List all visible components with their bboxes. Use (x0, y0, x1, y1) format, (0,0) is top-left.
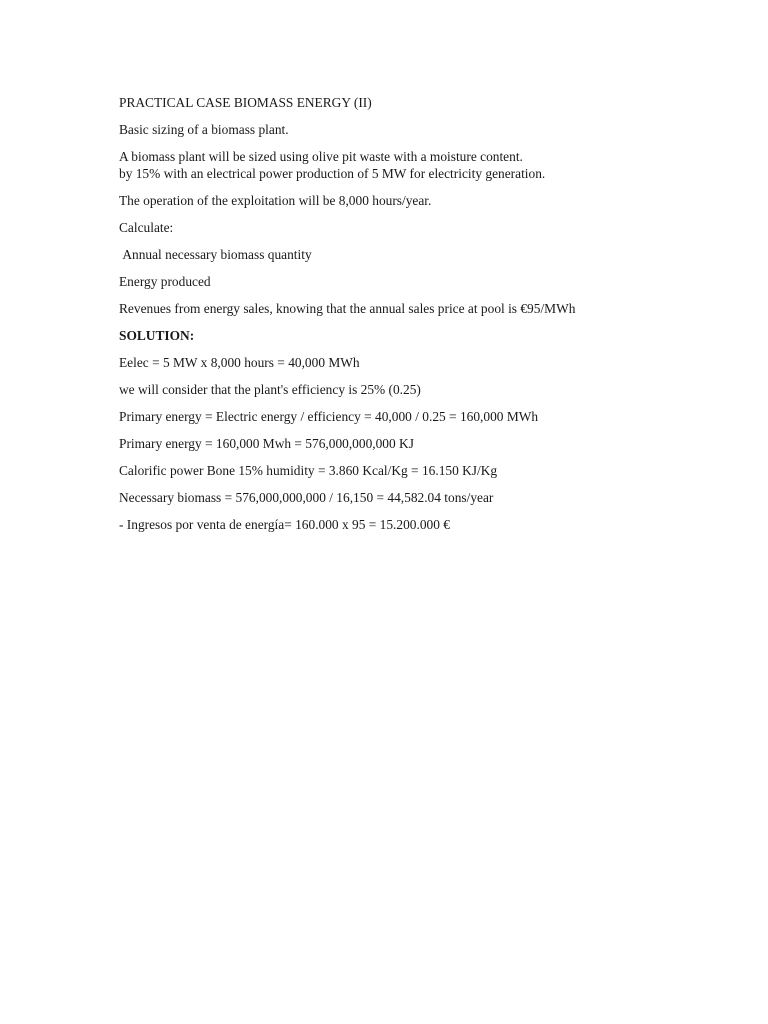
solution-step-primary-energy-kj: Primary energy = 160,000 Mwh = 576,000,000,000 KJ (119, 436, 414, 451)
task-energy-produced: Energy produced (119, 274, 211, 289)
operation-text: The operation of the exploitation will be 8,000 hours/year. (119, 193, 432, 208)
calculate-label: Calculate: (119, 220, 174, 235)
intro-line-1: A biomass plant will be sized using olive pit waste with a moisture content. (119, 149, 523, 164)
solution-step-primary-energy: Primary energy = Electric energy / efficiency = 40,000 / 0.25 = 160,000 MWh (119, 409, 539, 424)
solution-step-necessary-biomass: Necessary biomass = 576,000,000,000 / 16,150 = 44,582.04 tons/year (119, 490, 494, 505)
solution-step-electric-energy: Eelec = 5 MW x 8,000 hours = 40,000 MWh (119, 355, 360, 370)
task-biomass-quantity: Annual necessary biomass quantity (119, 247, 312, 262)
solution-step-efficiency: we will consider that the plant's efficiency is 25% (0.25) (119, 382, 421, 397)
solution-label: SOLUTION: (119, 328, 195, 343)
document-title: PRACTICAL CASE BIOMASS ENERGY (II) (119, 95, 372, 110)
intro-line-2: by 15% with an electrical power production of 5 MW for electricity generation. (119, 166, 546, 181)
task-revenues: Revenues from energy sales, knowing that the annual sales price at pool is €95/MWh (119, 301, 576, 316)
solution-step-calorific-power: Calorific power Bone 15% humidity = 3.860 Kcal/Kg = 16.150 KJ/Kg (119, 463, 498, 478)
solution-step-revenues: - Ingresos por venta de energía= 160.000 x 95 = 15.200.000 € (119, 517, 450, 532)
document-content (119, 94, 739, 543)
document-subtitle: Basic sizing of a biomass plant. (119, 122, 289, 137)
intro-paragraph (119, 148, 739, 182)
